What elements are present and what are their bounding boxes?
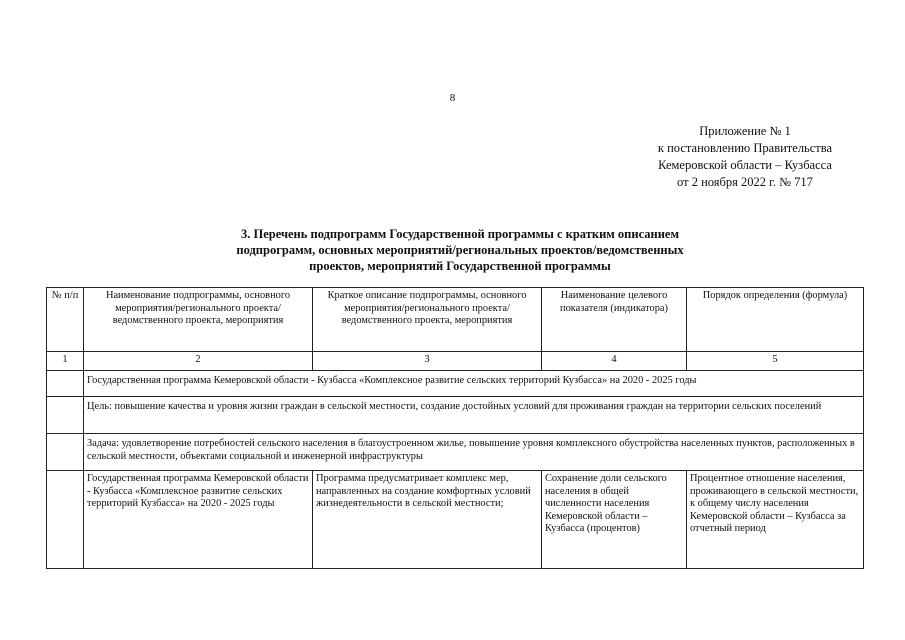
appendix-line: Приложение № 1 <box>699 124 791 138</box>
program-row <box>47 371 864 397</box>
row-number-cell <box>47 471 84 569</box>
column-number-cell: 1 <box>47 352 84 371</box>
header-cell-description: Краткое описание подпрограммы, основного мероприятия/регионального проекта/ведомственного проекта, мероприятия <box>313 288 542 352</box>
title-line: 3. Перечень подпрограмм Государственной программы с кратким описанием <box>241 227 679 241</box>
appendix-block <box>590 123 900 191</box>
title-line: подпрограмм, основных мероприятий/региональных проектов/ведомственных <box>236 243 684 257</box>
formula-cell: Процентное отношение населения, проживающего в сельской местности, к общему числу населения Кемеровской области – Кузбасса за отчетный период <box>687 471 864 569</box>
document-title <box>120 226 800 274</box>
title-line: проектов, мероприятий Государственной программы <box>309 259 611 273</box>
indicator-cell: Сохранение доли сельского населения в общей численности населения Кемеровской области – Кузбасса (процентов) <box>542 471 687 569</box>
appendix-line: от 2 ноября 2022 г. № 717 <box>677 175 813 189</box>
header-cell-indicator: Наименование целевого показателя (индикатора) <box>542 288 687 352</box>
header-cell-formula: Порядок определения (формула) <box>687 288 864 352</box>
page-number: 8 <box>449 92 456 104</box>
column-number-cell: 5 <box>687 352 864 371</box>
appendix-line: Кемеровской области – Кузбасса <box>658 158 832 172</box>
goal-row <box>47 397 864 434</box>
column-number-cell: 4 <box>542 352 687 371</box>
subprograms-table <box>46 287 864 569</box>
empty-cell <box>47 397 84 434</box>
empty-cell <box>47 434 84 471</box>
program-title-cell: Государственная программа Кемеровской области - Кузбасса «Комплексное развитие сельских территорий Кузбасса» на 2020 - 2025 годы <box>84 371 864 397</box>
empty-cell <box>47 371 84 397</box>
task-row <box>47 434 864 471</box>
column-number-cell: 2 <box>84 352 313 371</box>
column-numbers-row <box>47 352 864 371</box>
goal-cell: Цель: повышение качества и уровня жизни граждан в сельской местности, создание достойных условий для проживания граждан на территории сельских поселений <box>84 397 864 434</box>
task-cell: Задача: удовлетворение потребностей сельского населения в благоустроенном жилье, повышение уровня комплексного обустройства населенных пунктов, расположенных в сельской местности, объектами социальной и инженерной инфраструктуры <box>84 434 864 471</box>
header-cell-name: Наименование подпрограммы, основного мероприятия/регионального проекта/ведомственного проекта, мероприятия <box>84 288 313 352</box>
header-row <box>47 288 864 352</box>
column-number-cell: 3 <box>313 352 542 371</box>
program-description-cell: Программа предусматривает комплекс мер, направленных на создание комфортных условий жизнедеятельности в сельской местности; <box>313 471 542 569</box>
header-cell-number: № п/п <box>47 288 84 352</box>
table-row <box>47 471 864 569</box>
appendix-line: к постановлению Правительства <box>657 141 833 155</box>
program-name-cell: Государственная программа Кемеровской области - Кузбасса «Комплексное развитие сельских территорий Кузбасса» на 2020 - 2025 годы <box>84 471 313 569</box>
